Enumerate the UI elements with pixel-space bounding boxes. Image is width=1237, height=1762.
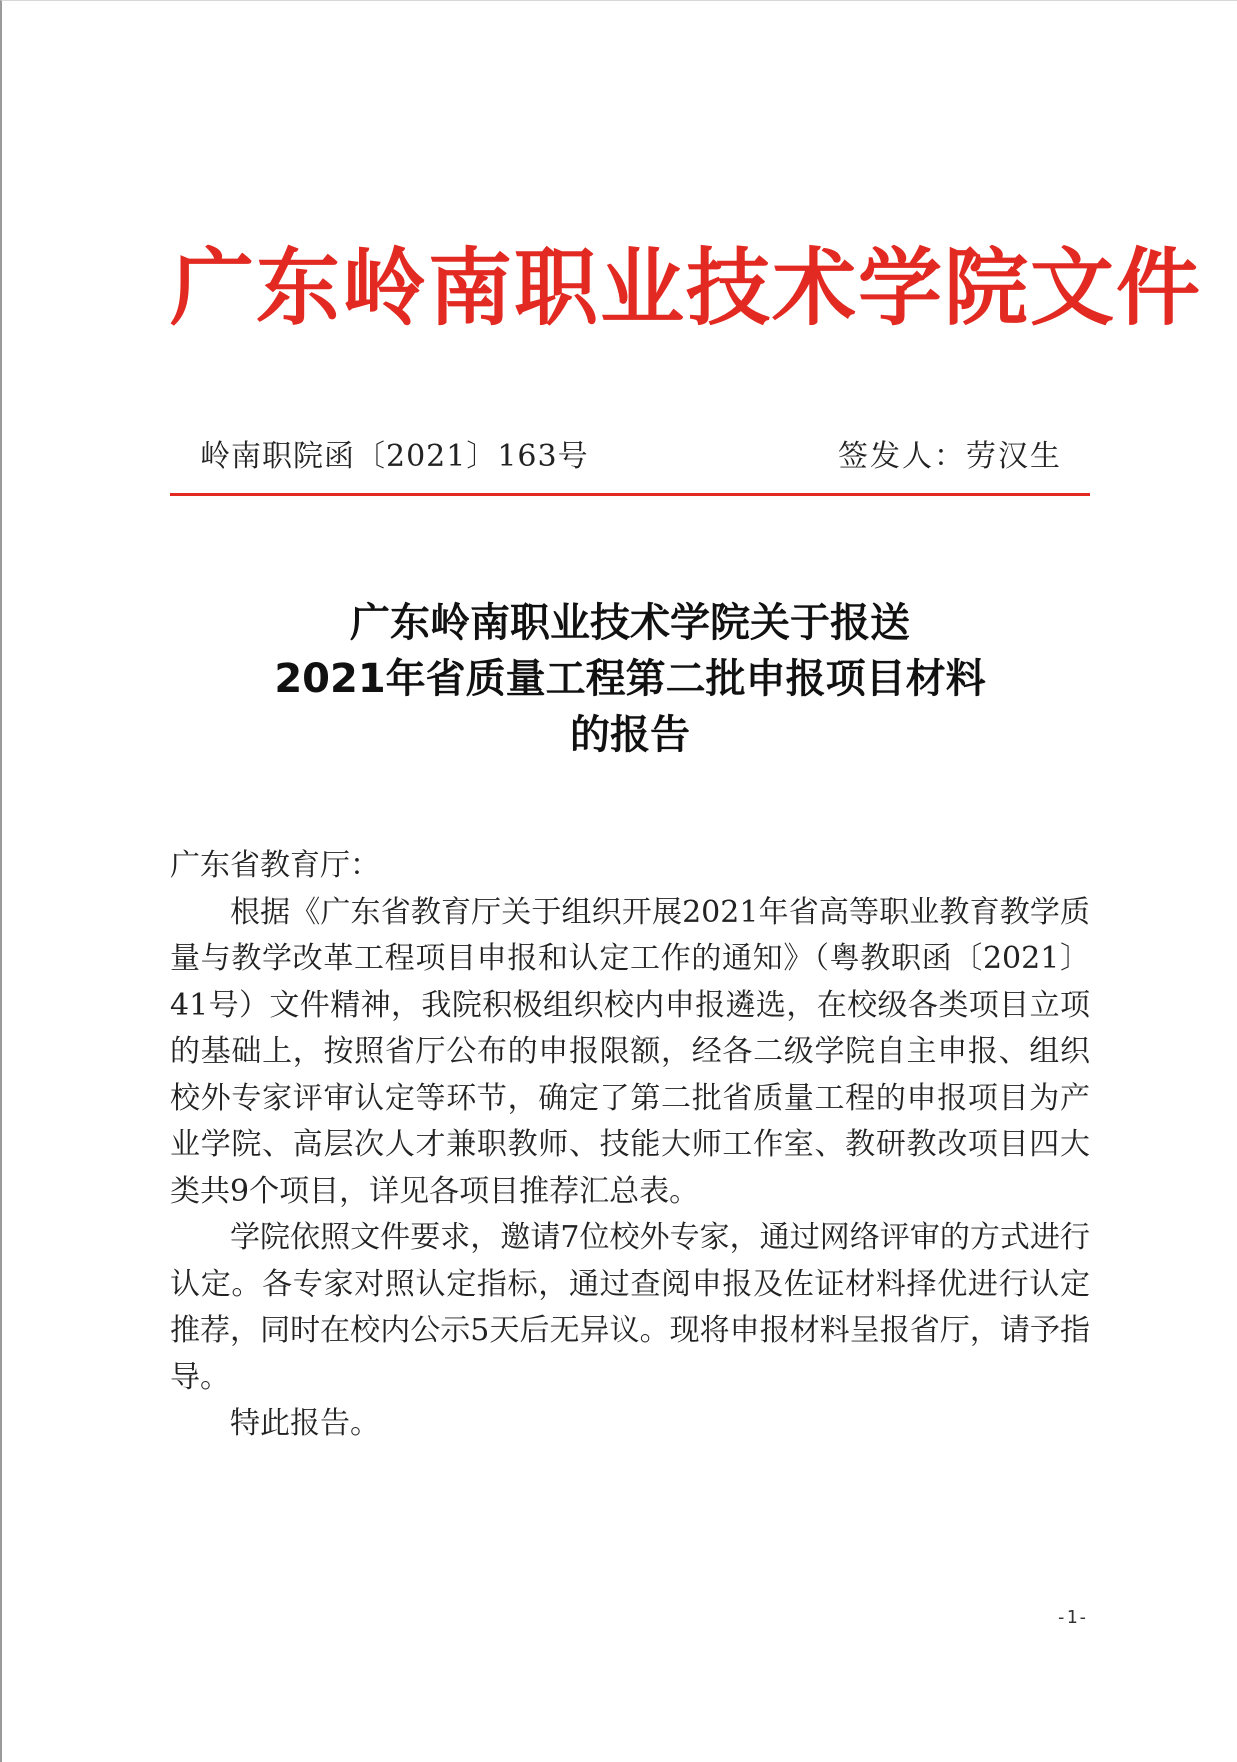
document-number: 岭南职院函〔2021〕163号 [200,439,589,474]
signer: 签发人：劳汉生 [838,439,1062,474]
salutation: 广东省教育厅： [170,848,380,883]
title-line-3: 的报告 [570,712,690,758]
document-meta-line [170,429,1090,485]
document-title [170,595,1090,763]
body-paragraph-1: 根据《广东省教育厅关于组织开展2021年省高等职业教育教学质量与教学改革工程项目申报和认定工作的通知》（粤教职函〔2021〕41号）文件精神，我院积极组织校内申报遴选，在校级各类项目立项的基础上，按照省厅公布的申报限额，经各二级学院自主申报、组织校外专家评审认定等环节，确定了第二批省质量工程的申报项目为产业学院、高层次人才兼职教师、技能大师工作室、教研教改项目四大类共9个项目，详见各项目推荐汇总表。 [170,894,1090,1209]
masthead-title: 广东岭南职业技术学院文件 [170,239,1203,337]
body-paragraph-2: 学院依照文件要求，邀请7位校外专家，通过网络评审的方式进行认定。各专家对照认定指标，通过查阅申报及佐证材料择优进行认定推荐，同时在校内公示5天后无异议。现将申报材料呈报省厅，请予指导。 [170,1220,1090,1395]
document-body [170,843,1090,1448]
title-line-2: 2021年省质量工程第二批申报项目材料 [274,656,986,702]
page-number: -1- [1055,1607,1089,1628]
title-line-1: 广东岭南职业技术学院关于报送 [350,600,910,646]
red-divider-rule [170,493,1090,496]
body-paragraph-3: 特此报告。 [230,1406,380,1441]
